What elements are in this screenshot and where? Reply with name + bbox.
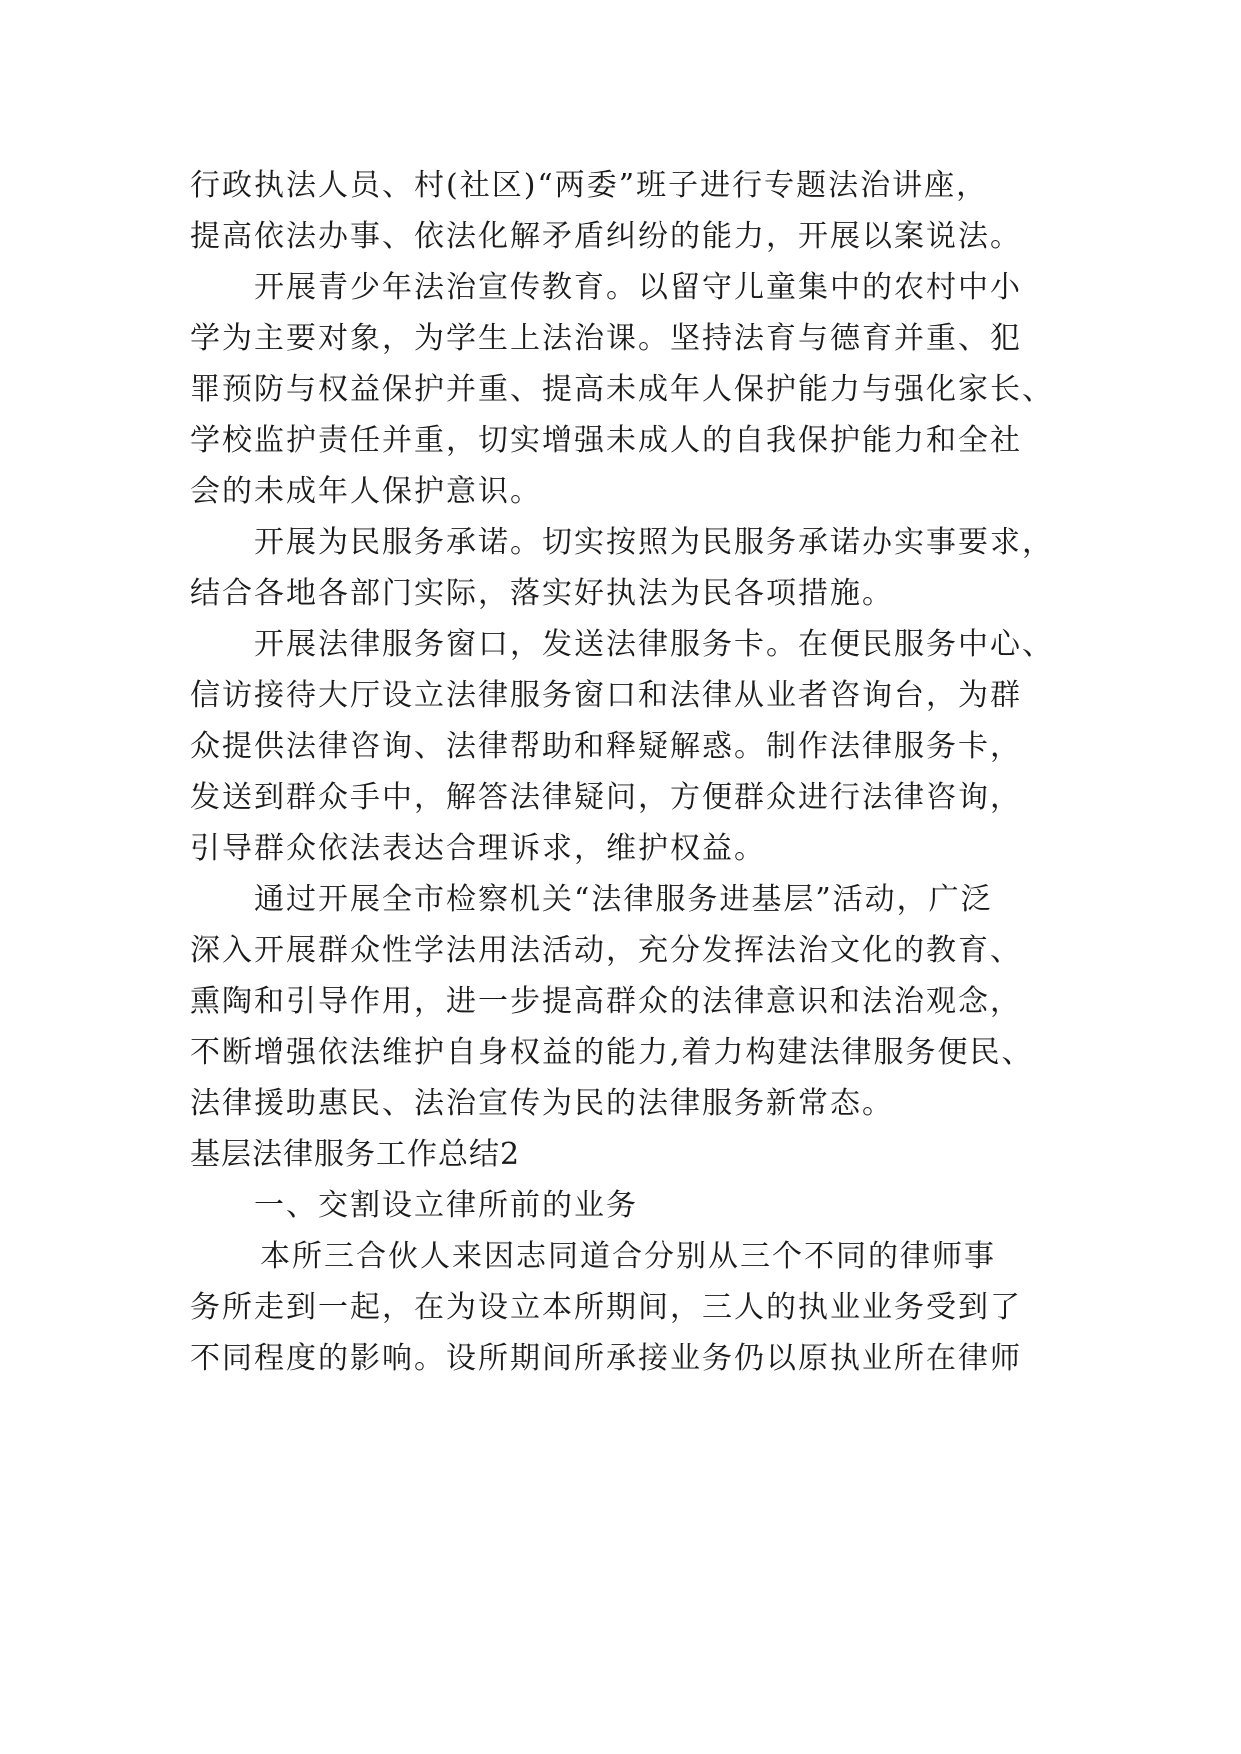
text-line: 众提供法律咨询、法律帮助和释疑解惑。制作法律服务卡，	[190, 729, 1022, 764]
text-line: 法律援助惠民、法治宣传为民的法律服务新常态。	[190, 1086, 894, 1121]
subsection-heading: 一、交割设立律所前的业务	[254, 1188, 638, 1223]
text-line: 不同程度的影响。设所期间所承接业务仍以原执业所在律师	[190, 1341, 1022, 1376]
paragraph-start-line: 开展为民服务承诺。切实按照为民服务承诺办实事要求，	[254, 525, 1054, 560]
text-line: 不断增强依法维护自身权益的能力,着力构建法律服务便民、	[190, 1035, 1034, 1070]
document-body	[190, 160, 1070, 1384]
text-line: 务所走到一起，在为设立本所期间，三人的执业业务受到了	[190, 1290, 1022, 1325]
text-line: 信访接待大厅设立法律服务窗口和法律从业者咨询台，为群	[190, 678, 1022, 713]
paragraph-start-line: 开展青少年法治宣传教育。以留守儿童集中的农村中小	[254, 270, 1022, 305]
text-line: 行政执法人员、村(社区)“两委”班子进行专题法治讲座，	[190, 168, 989, 203]
text-line: 提高依法办事、依法化解矛盾纠纷的能力，开展以案说法。	[190, 219, 1022, 254]
text-line: 会的未成年人保护意识。	[190, 474, 542, 509]
text-line: 罪预防与权益保护并重、提高未成年人保护能力与强化家长、	[190, 372, 1054, 407]
text-line: 引导群众依法表达合理诉求，维护权益。	[190, 831, 766, 866]
text-line: 发送到群众手中，解答法律疑问，方便群众进行法律咨询，	[190, 780, 1022, 815]
paragraph-start-line: 开展法律服务窗口，发送法律服务卡。在便民服务中心、	[254, 627, 1054, 662]
paragraph-start-line: 本所三合伙人来因志同道合分别从三个不同的律师事	[260, 1239, 996, 1274]
paragraph-start-line: 通过开展全市检察机关“法律服务进基层”活动，广泛	[254, 882, 993, 917]
text-line: 深入开展群众性学法用法活动，充分发挥法治文化的教育、	[190, 933, 1022, 968]
text-line: 学为主要对象，为学生上法治课。坚持法育与德育并重、犯	[190, 321, 1022, 356]
text-line: 学校监护责任并重，切实增强未成人的自我保护能力和全社	[190, 423, 1022, 458]
section-title: 基层法律服务工作总结2	[190, 1137, 521, 1172]
text-line: 熏陶和引导作用，进一步提高群众的法律意识和法治观念，	[190, 984, 1022, 1019]
text-line: 结合各地各部门实际，落实好执法为民各项措施。	[190, 576, 894, 611]
